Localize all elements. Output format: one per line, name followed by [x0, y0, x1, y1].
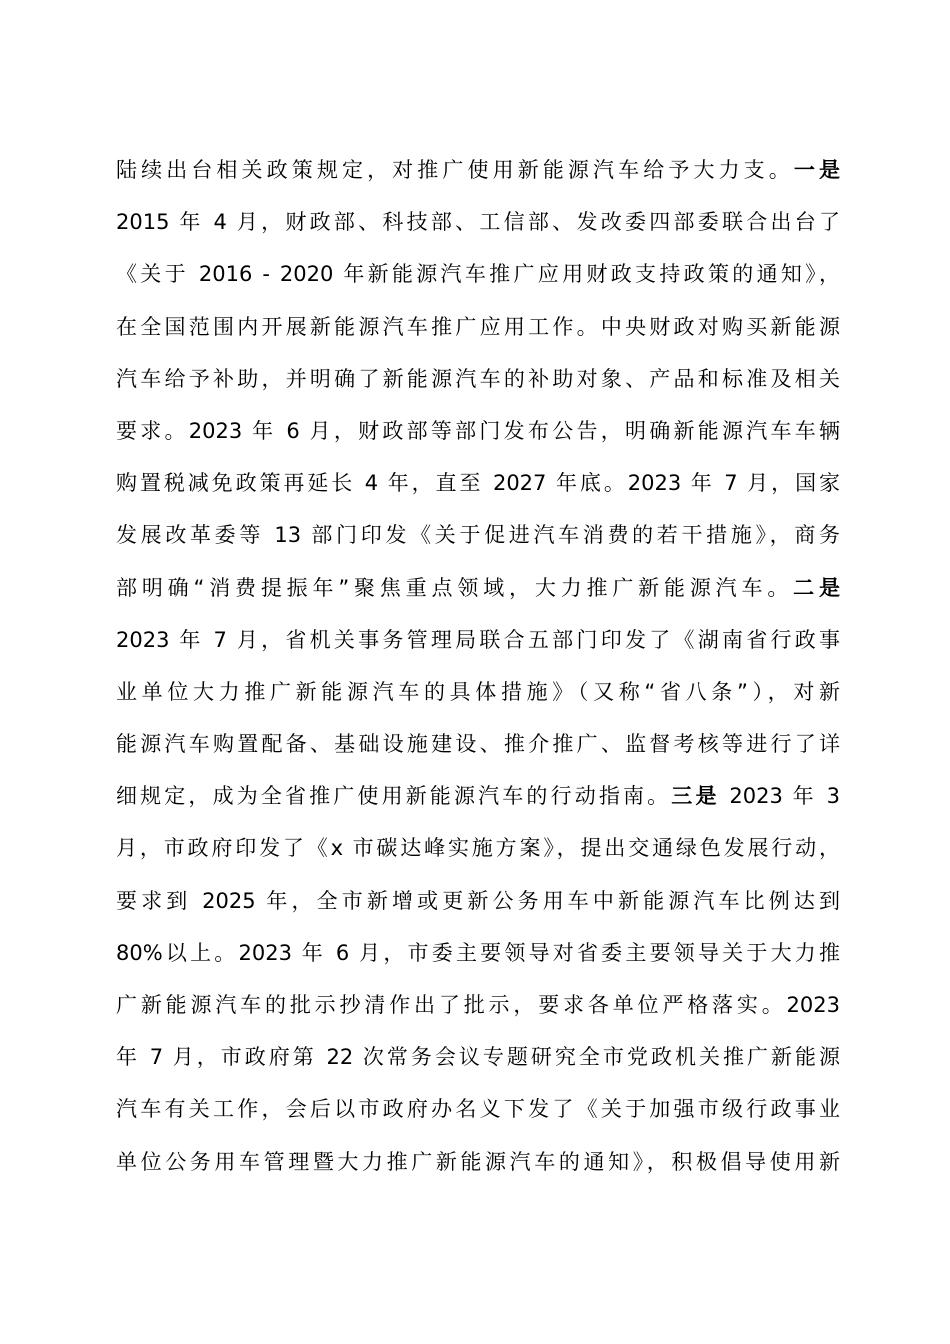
text-line: [116, 196, 840, 248]
text-line: [116, 301, 840, 353]
body-text: 80%以上。2023 年 6 月，市委主要领导对省委主要领导关于大力推: [116, 940, 840, 965]
body-text: 《关于 2016 - 2020 年新能源汽车推广应用财政支持政策的通知》，: [116, 262, 840, 287]
text-line: [116, 770, 840, 822]
body-text: 广新能源汽车的批示抄清作出了批示，要求各单位严格落实。2023: [116, 993, 840, 1017]
body-text: 2023 年 7 月，省机关事务管理局联合五部门印发了《湖南省行政事: [116, 627, 840, 652]
text-line: [116, 1136, 840, 1188]
document-body: [116, 144, 840, 1188]
body-text: 2023 年 3: [719, 784, 840, 809]
text-line: [116, 718, 840, 770]
bold-emphasis-text: 三是: [671, 784, 720, 809]
body-text: 要求到 2025 年，全市新增或更新公务用车中新能源汽车比例达到: [116, 888, 840, 913]
body-text: 月，市政府印发了《x 市碳达峰实施方案》，提出交通绿色发展行动，: [116, 836, 840, 861]
text-line: [116, 1083, 840, 1135]
text-line: [116, 353, 840, 405]
text-line: [116, 666, 840, 718]
text-line: [116, 822, 840, 874]
body-text: 业单位大力推广新能源汽车的具体措施》（又称“省八条”），对新: [116, 679, 840, 704]
body-text: 能源汽车购置配备、基础设施建设、推介推广、监督考核等进行了详: [116, 732, 840, 757]
text-line: [116, 562, 840, 614]
text-line: [116, 614, 840, 666]
text-line: [116, 248, 840, 300]
body-text: 在全国范围内开展新能源汽车推广应用工作。中央财政对购买新能源: [116, 314, 840, 339]
body-text: 陆续出台相关政策规定，对推广使用新能源汽车给予大力支。: [116, 158, 794, 182]
bold-emphasis-text: 二是: [793, 575, 840, 600]
body-text: 单位公务用车管理暨大力推广新能源汽车的通知》，积极倡导使用新: [116, 1149, 840, 1174]
body-text: 细规定，成为全省推广使用新能源汽车的行动指南。: [116, 784, 672, 809]
body-text: 年 7 月，市政府第 22 次常务会议专题研究全市党政机关推广新能源: [116, 1045, 840, 1070]
text-line: [116, 1031, 840, 1083]
body-text: 汽车给予补助，并明确了新能源汽车的补助对象、产品和标准及相关: [116, 366, 840, 391]
body-text: 汽车有关工作，会后以市政府办名义下发了《关于加强市级行政事业: [116, 1097, 840, 1122]
text-line: [116, 927, 840, 979]
text-line: [116, 144, 840, 196]
text-line: [116, 457, 840, 509]
bold-emphasis-text: 一是: [793, 158, 840, 182]
body-text: 部明确“消费提振年”聚焦重点领域，大力推广新能源汽车。: [116, 575, 794, 600]
body-text: 发展改革委等 13 部门印发《关于促进汽车消费的若干措施》，商务: [116, 523, 840, 548]
body-text: 购置税减免政策再延长 4 年，直至 2027 年底。2023 年 7 月，国家: [116, 471, 840, 496]
text-line: [116, 509, 840, 561]
text-line: [116, 405, 840, 457]
text-line: [116, 979, 840, 1031]
text-line: [116, 875, 840, 927]
body-text: 2015 年 4 月，财政部、科技部、工信部、发改委四部委联合出台了: [116, 210, 840, 235]
body-text: 要求。2023 年 6 月，财政部等部门发布公告，明确新能源汽车车辆: [116, 418, 840, 443]
